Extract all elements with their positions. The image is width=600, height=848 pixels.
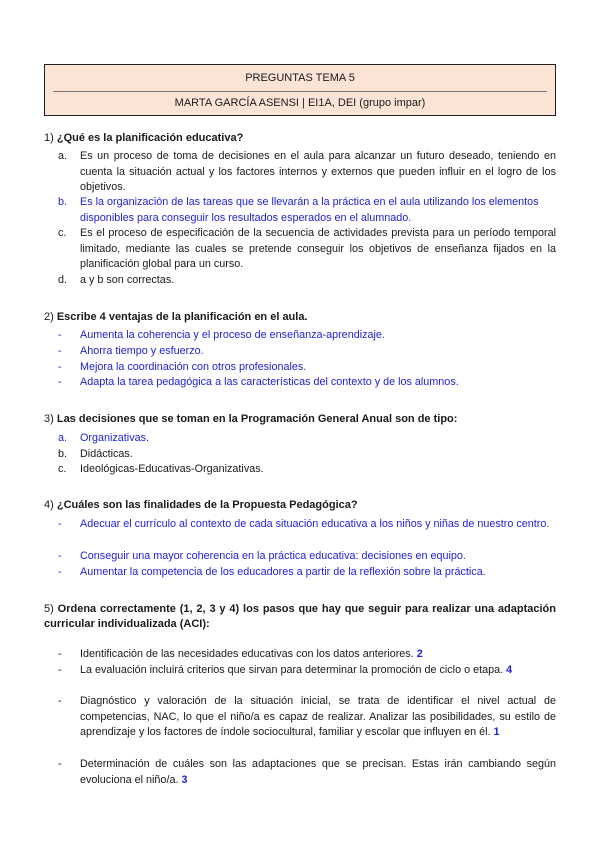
header-divider (53, 91, 547, 92)
option-text: Ideológicas-Educativas-Organizativas. (80, 463, 264, 475)
option-text: Organizativas. (80, 432, 150, 444)
list-item-text: Ahorra tiempo y esfuerzo. (80, 345, 204, 357)
option-text: Es un proceso de toma de decisiones en el aula para alcanzar un futuro deseado, teniendo en cuenta la situación actual y los factores internos y externos que pueden influir en el logro de los objetivos. (80, 150, 556, 193)
option-marker: d. (58, 274, 68, 286)
author-line: MARTA GARCÍA ASENSI | EI1A, DEI (grupo impar) (174, 97, 426, 109)
question-4 (44, 498, 556, 513)
bullet: - (58, 376, 62, 388)
option-text: Didácticas. (80, 448, 133, 460)
bullet: - (58, 345, 62, 357)
order-answer: 2 (416, 648, 423, 660)
list-item-text: La evaluación incluirá criterios que sirvan para determinar la promoción de ciclo o etapa. (80, 664, 504, 676)
question-number: 2) (44, 311, 54, 323)
option-marker: a. (58, 432, 68, 444)
question-text: ¿Cuáles son las finalidades de la Propuesta Pedagógica? (56, 499, 358, 511)
bullet: - (58, 518, 62, 530)
option-marker: a. (58, 150, 68, 162)
order-answer: 4 (506, 664, 513, 676)
bullet: - (58, 361, 62, 373)
list-item-text: Aumenta la coherencia y el proceso de enseñanza-aprendizaje. (80, 329, 385, 341)
question-text: Las decisiones que se toman en la Programación General Anual son de tipo: (56, 413, 458, 425)
list-item-text: Identificación de las necesidades educativas con los datos anteriores. (80, 648, 414, 660)
list-item-text: Adecuar el currículo al contexto de cada situación educativa a los niños y niñas de nuestro centro. (80, 518, 550, 530)
option-marker: b. (58, 196, 68, 208)
bullet: - (58, 695, 62, 707)
list-item-text: Conseguir una mayor coherencia en la práctica educativa: decisiones en equipo. (80, 550, 466, 562)
list-item-text: Diagnóstico y valoración de la situación inicial, se trata de identificar el nivel actual de competencias, NAC, lo que el niño/a es capaz de realizar. Analizar las posibilidades, su estilo de aprendizaje y los factores de índole sociocultural, familiar y escolar que influyen en él. (80, 695, 556, 738)
order-answer: 1 (493, 726, 500, 738)
question-number: 5) (44, 603, 54, 615)
list-item (58, 757, 556, 789)
option-text: a y b son correctas. (80, 274, 175, 286)
list-item (58, 517, 556, 549)
question-text: Ordena correctamente (1, 2, 3 y 4) los pasos que hay que seguir para realizar una adaptación curricular individualizada (ACI): (44, 603, 556, 630)
list-item-text: Determinación de cuáles son las adaptaciones que se precisan. Estas irán cambiando según evoluciona el niño/a. (80, 758, 556, 786)
question-2 (44, 310, 556, 325)
question-number: 3) (44, 413, 54, 425)
option-text: Es la organización de las tareas que se llevarán a la práctica en el aula utilizando los elementos disponibles para conseguir los resultados esperados en el alumnado. (80, 196, 539, 224)
order-answer: 3 (181, 773, 188, 786)
option-c (58, 226, 556, 274)
list-item (58, 663, 556, 695)
list-item-text: Aumentar la competencia de los educadores a partir de la reflexión sobre la práctica. (80, 566, 486, 578)
question-number: 1) (44, 132, 54, 144)
option-text: Es el proceso de especificación de la secuencia de actividades prevista para un período temporal limitado, mediante las cuales se pretende conseguir los objetivos de enseñanza fijados en la planificación global para un curso. (80, 227, 556, 270)
question-3 (44, 412, 556, 427)
bullet: - (58, 648, 62, 660)
option-marker: c. (58, 463, 67, 475)
question-text: Escribe 4 ventajas de la planificación en el aula. (56, 311, 308, 323)
bullet: - (58, 566, 62, 578)
bullet: - (58, 550, 62, 562)
question-5 (44, 602, 556, 632)
bullet: - (58, 329, 62, 341)
bullet: - (58, 664, 62, 676)
document-title: PREGUNTAS TEMA 5 (245, 72, 355, 84)
option-marker: c. (58, 227, 67, 239)
option-marker: b. (58, 448, 68, 460)
question-number: 4) (44, 499, 54, 511)
list-item-text: Mejora la coordinación con otros profesionales. (80, 361, 307, 373)
option-d (58, 273, 556, 289)
header-box (44, 64, 556, 116)
list-item (58, 694, 556, 758)
list-item-text: Adapta la tarea pedagógica a las características del contexto y de los alumnos. (80, 376, 459, 388)
option-a (58, 149, 556, 197)
option-b (58, 195, 556, 227)
question-text: ¿Qué es la planificación educativa? (56, 132, 244, 144)
bullet: - (58, 758, 62, 770)
question-1 (44, 131, 556, 146)
